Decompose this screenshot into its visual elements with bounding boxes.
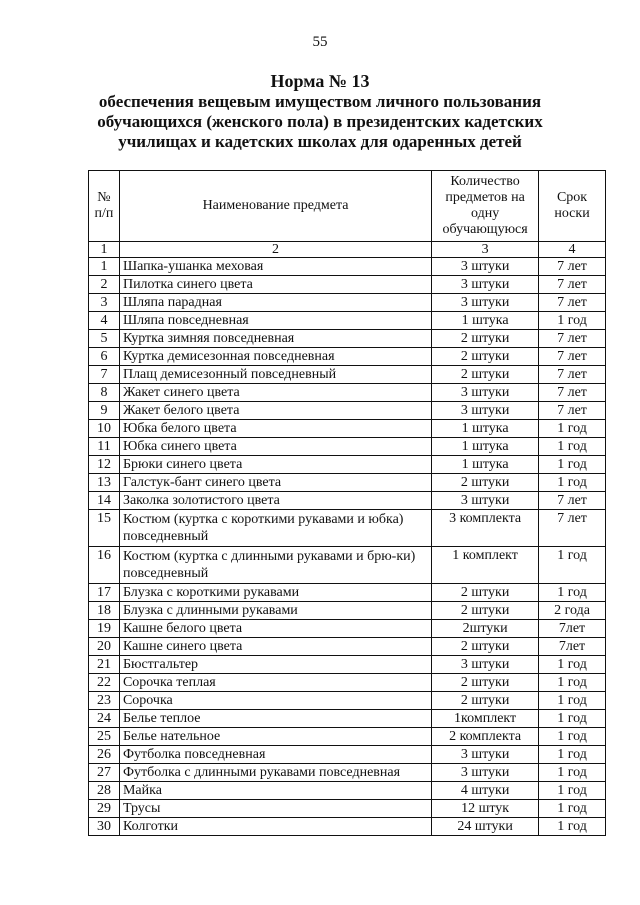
header-num: № п/п [89,171,120,242]
row-term: 1 год [539,692,606,710]
row-name: Куртка зимняя повседневная [119,330,431,348]
row-qty: 3 штуки [432,258,539,276]
document-subtitle: обеспечения вещевым имуществом личного пользования обучающихся (женского пола) в президентских кадетских училищах и кадетских школах для одаренных детей [97,92,543,151]
row-qty: 1 штука [432,438,539,456]
table-row [89,674,606,692]
row-name: Заколка золотистого цвета [119,492,431,510]
row-name: Куртка демисезонная повседневная [119,348,431,366]
row-num: 28 [89,782,120,800]
row-term: 1 год [539,782,606,800]
row-qty: 3 штуки [432,764,539,782]
row-num: 14 [89,492,120,510]
row-num: 1 [89,258,120,276]
row-qty: 3 штуки [432,402,539,420]
row-num: 26 [89,746,120,764]
row-num: 2 [89,276,120,294]
row-name: Футболка повседневная [119,746,431,764]
row-qty: 2 комплекта [432,728,539,746]
table-row [89,602,606,620]
row-qty: 1 штука [432,420,539,438]
row-num: 4 [89,312,120,330]
row-name: Жакет белого цвета [119,402,431,420]
row-num: 30 [89,818,120,836]
table-row [89,276,606,294]
table-row [89,692,606,710]
row-name: Сорочка [119,692,431,710]
row-num: 13 [89,474,120,492]
index-3: 3 [432,242,539,258]
row-term: 1 год [539,728,606,746]
table-row [89,384,606,402]
row-name: Пилотка синего цвета [119,276,431,294]
row-num: 7 [89,366,120,384]
row-name: Шляпа парадная [119,294,431,312]
row-qty: 2 штуки [432,602,539,620]
table-index-row [89,242,606,258]
row-term: 7 лет [539,510,606,547]
row-name: Юбка синего цвета [119,438,431,456]
row-num: 17 [89,584,120,602]
row-term: 1 год [539,800,606,818]
row-qty: 24 штуки [432,818,539,836]
row-term: 7 лет [539,330,606,348]
row-num: 19 [89,620,120,638]
row-qty: 2 штуки [432,674,539,692]
row-term: 1 год [539,710,606,728]
row-name: Белье нательное [119,728,431,746]
document-title: Норма № 13 [270,71,370,91]
table-row [89,510,606,547]
row-name: Трусы [119,800,431,818]
table-row [89,456,606,474]
row-term: 1 год [539,547,606,584]
row-term: 1 год [539,456,606,474]
row-name: Кашне белого цвета [119,620,431,638]
table-row [89,638,606,656]
row-term: 1 год [539,818,606,836]
index-2: 2 [119,242,431,258]
index-1: 1 [89,242,120,258]
row-term: 7 лет [539,492,606,510]
row-term: 2 года [539,602,606,620]
row-name: Кашне синего цвета [119,638,431,656]
table-row [89,366,606,384]
row-num: 12 [89,456,120,474]
table-row [89,258,606,276]
table-row [89,492,606,510]
row-term: 7лет [539,620,606,638]
row-name: Юбка белого цвета [119,420,431,438]
row-term: 1 год [539,312,606,330]
row-name: Шапка-ушанка меховая [119,258,431,276]
row-num: 27 [89,764,120,782]
page-number: 55 [312,34,328,50]
row-qty: 1 штука [432,312,539,330]
table-row [89,584,606,602]
row-num: 23 [89,692,120,710]
row-term: 1 год [539,746,606,764]
row-term: 7 лет [539,384,606,402]
row-term: 1 год [539,674,606,692]
row-qty: 3 штуки [432,384,539,402]
row-term: 1 год [539,656,606,674]
row-num: 10 [89,420,120,438]
row-num: 24 [89,710,120,728]
row-qty: 2штуки [432,620,539,638]
table-body [89,258,606,836]
table-row [89,402,606,420]
row-num: 9 [89,402,120,420]
row-name: Костюм (куртка с короткими рукавами и юбка) повседневный [119,510,431,547]
row-qty: 3 комплекта [432,510,539,547]
row-num: 20 [89,638,120,656]
table-header-row [89,171,606,242]
row-num: 6 [89,348,120,366]
row-name: Костюм (куртка с длинными рукавами и брю-ки) повседневный [119,547,431,584]
row-qty: 1комплект [432,710,539,728]
row-name: Блузка с короткими рукавами [119,584,431,602]
row-name: Шляпа повседневная [119,312,431,330]
row-name: Бюстгальтер [119,656,431,674]
row-qty: 3 штуки [432,492,539,510]
row-qty: 1 комплект [432,547,539,584]
row-name: Жакет синего цвета [119,384,431,402]
row-qty: 3 штуки [432,746,539,764]
row-num: 5 [89,330,120,348]
row-num: 29 [89,800,120,818]
row-term: 7 лет [539,348,606,366]
row-term: 1 год [539,584,606,602]
row-name: Майка [119,782,431,800]
row-num: 21 [89,656,120,674]
row-term: 7 лет [539,294,606,312]
row-qty: 3 штуки [432,294,539,312]
row-qty: 2 штуки [432,348,539,366]
row-term: 7лет [539,638,606,656]
header-qty: Количество предметов на одну обучающуюся [432,171,539,242]
row-qty: 3 штуки [432,276,539,294]
row-name: Белье теплое [119,710,431,728]
index-4: 4 [539,242,606,258]
row-term: 1 год [539,474,606,492]
table-row [89,312,606,330]
row-qty: 2 штуки [432,366,539,384]
row-num: 11 [89,438,120,456]
row-name: Колготки [119,818,431,836]
row-qty: 2 штуки [432,692,539,710]
header-term: Срок носки [539,171,606,242]
row-name: Блузка с длинными рукавами [119,602,431,620]
row-name: Галстук-бант синего цвета [119,474,431,492]
row-qty: 4 штуки [432,782,539,800]
table-row [89,330,606,348]
row-qty: 2 штуки [432,330,539,348]
row-qty: 12 штук [432,800,539,818]
row-num: 8 [89,384,120,402]
table-row [89,420,606,438]
row-term: 7 лет [539,258,606,276]
row-term: 7 лет [539,276,606,294]
table-row [89,294,606,312]
table-row [89,800,606,818]
row-term: 1 год [539,420,606,438]
table-row [89,438,606,456]
table-row [89,764,606,782]
table-row [89,710,606,728]
row-term: 1 год [539,764,606,782]
row-num: 22 [89,674,120,692]
header-name: Наименование предмета [119,171,431,242]
row-name: Брюки синего цвета [119,456,431,474]
row-qty: 2 штуки [432,474,539,492]
table-row [89,746,606,764]
row-qty: 2 штуки [432,584,539,602]
table-row [89,818,606,836]
row-num: 25 [89,728,120,746]
table-row [89,620,606,638]
row-name: Футболка с длинными рукавами повседневная [119,764,431,782]
row-num: 16 [89,547,120,584]
row-qty: 1 штука [432,456,539,474]
row-term: 1 год [539,438,606,456]
row-qty: 3 штуки [432,656,539,674]
table-row [89,348,606,366]
row-name: Сорочка теплая [119,674,431,692]
norm-table [88,170,606,836]
table-row [89,547,606,584]
table-row [89,728,606,746]
table-row [89,474,606,492]
row-name: Плащ демисезонный повседневный [119,366,431,384]
table-row [89,782,606,800]
row-num: 3 [89,294,120,312]
table-row [89,656,606,674]
row-term: 7 лет [539,402,606,420]
row-num: 15 [89,510,120,547]
row-qty: 2 штуки [432,638,539,656]
row-term: 7 лет [539,366,606,384]
row-num: 18 [89,602,120,620]
